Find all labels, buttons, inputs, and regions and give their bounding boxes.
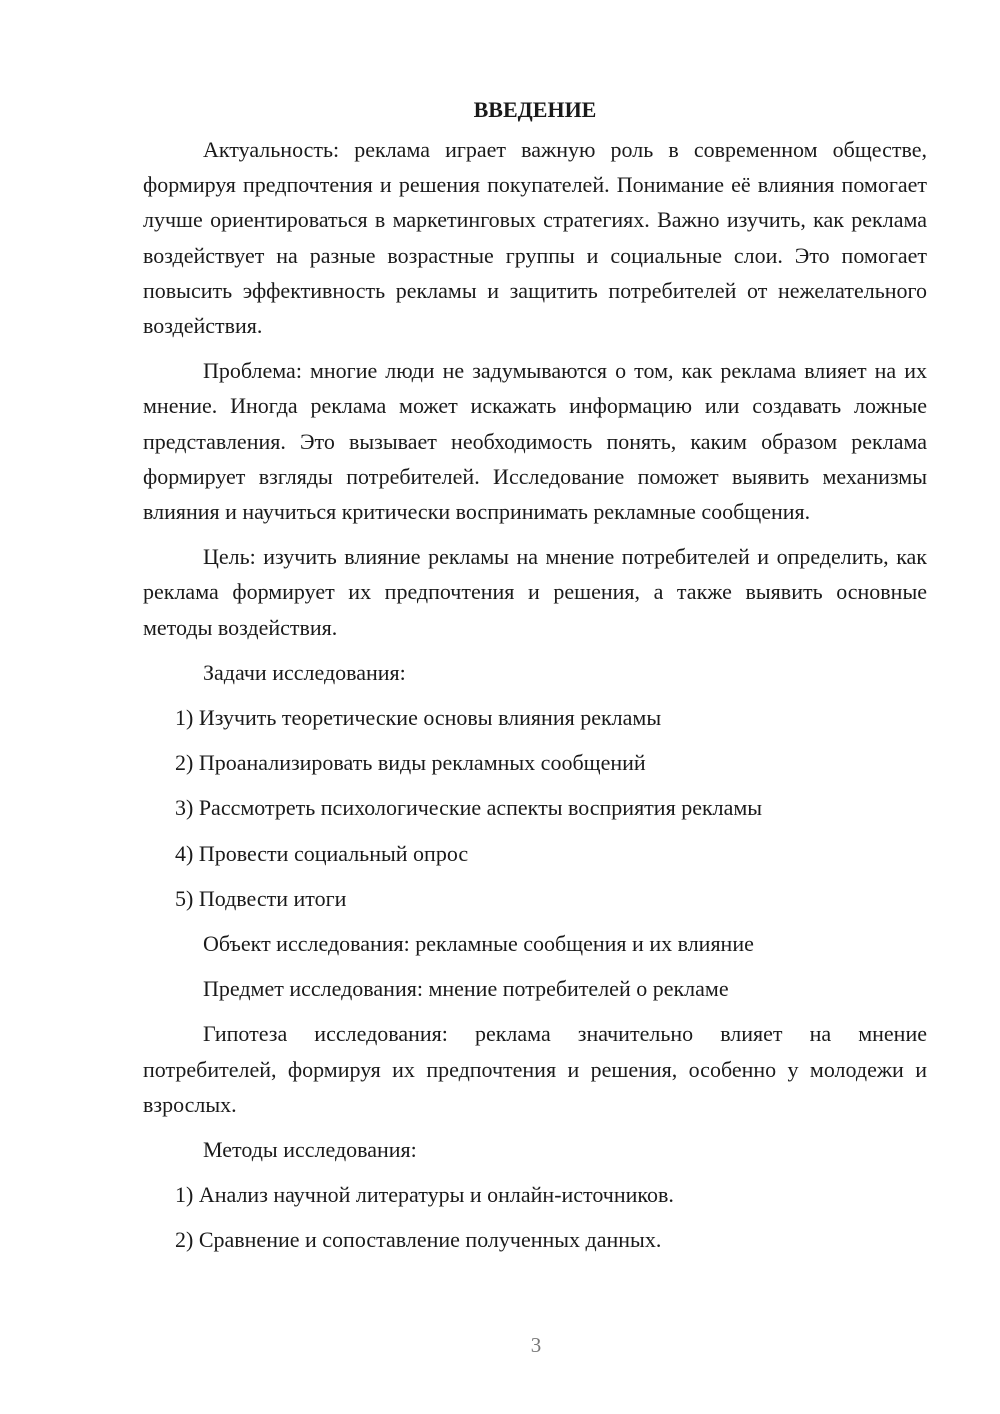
tasks-heading: Задачи исследования: [203,659,406,685]
research-object: Объект исследования: рекламные сообщения и их влияние [203,931,754,957]
page-number: 3 [530,1333,542,1357]
section-title: ВВЕДЕНИЕ [473,97,597,122]
page-content [143,92,927,1268]
task-item: 5) Подвести итоги [175,885,347,911]
methods-list [143,1177,927,1257]
methods-heading: Методы исследования: [203,1137,417,1163]
method-item: 1) Анализ научной литературы и онлайн-источников. [175,1182,674,1208]
task-item: 1) Изучить теоретические основы влияния рекламы [175,705,662,731]
task-item: 4) Провести социальный опрос [175,840,469,866]
relevance-paragraph: Актуальность: реклама играет важную роль в современном обществе, формируя предпочтения и решения покупателей. Понимание её влияния помогает лучше ориентироваться в маркетинговых стратегиях. Важно изучить, как реклама воздействует на разные возрастные группы и социальные слои. Это помогает повысить эффективность рекламы и защитить потребителей от нежелательного воздействия. [143,137,927,339]
goal-paragraph: Цель: изучить влияние рекламы на мнение потребителей и определить, как реклама формирует их предпочтения и решения, а также выявить основные методы воздействия. [143,544,927,640]
research-subject: Предмет исследования: мнение потребителей о рекламе [203,976,729,1002]
problem-paragraph: Проблема: многие люди не задумываются о том, как реклама влияет на их мнение. Иногда реклама может искажать информацию или создавать ложные представления. Это вызывает необходимость понять, каким образом реклама формирует взгляды потребителей. Исследование поможет выявить механизмы влияния и научиться критически воспринимать рекламные сообщения. [143,358,927,525]
task-item: 3) Рассмотреть психологические аспекты восприятия рекламы [175,795,763,821]
method-item: 2) Сравнение и сопоставление полученных данных. [175,1227,662,1253]
tasks-list [143,700,927,916]
task-item: 2) Проанализировать виды рекламных сообщений [175,750,646,776]
hypothesis-paragraph: Гипотеза исследования: реклама значительно влияет на мнение потребителей, формируя их предпочтения и решения, особенно у молодежи и взрослых. [143,1021,927,1117]
